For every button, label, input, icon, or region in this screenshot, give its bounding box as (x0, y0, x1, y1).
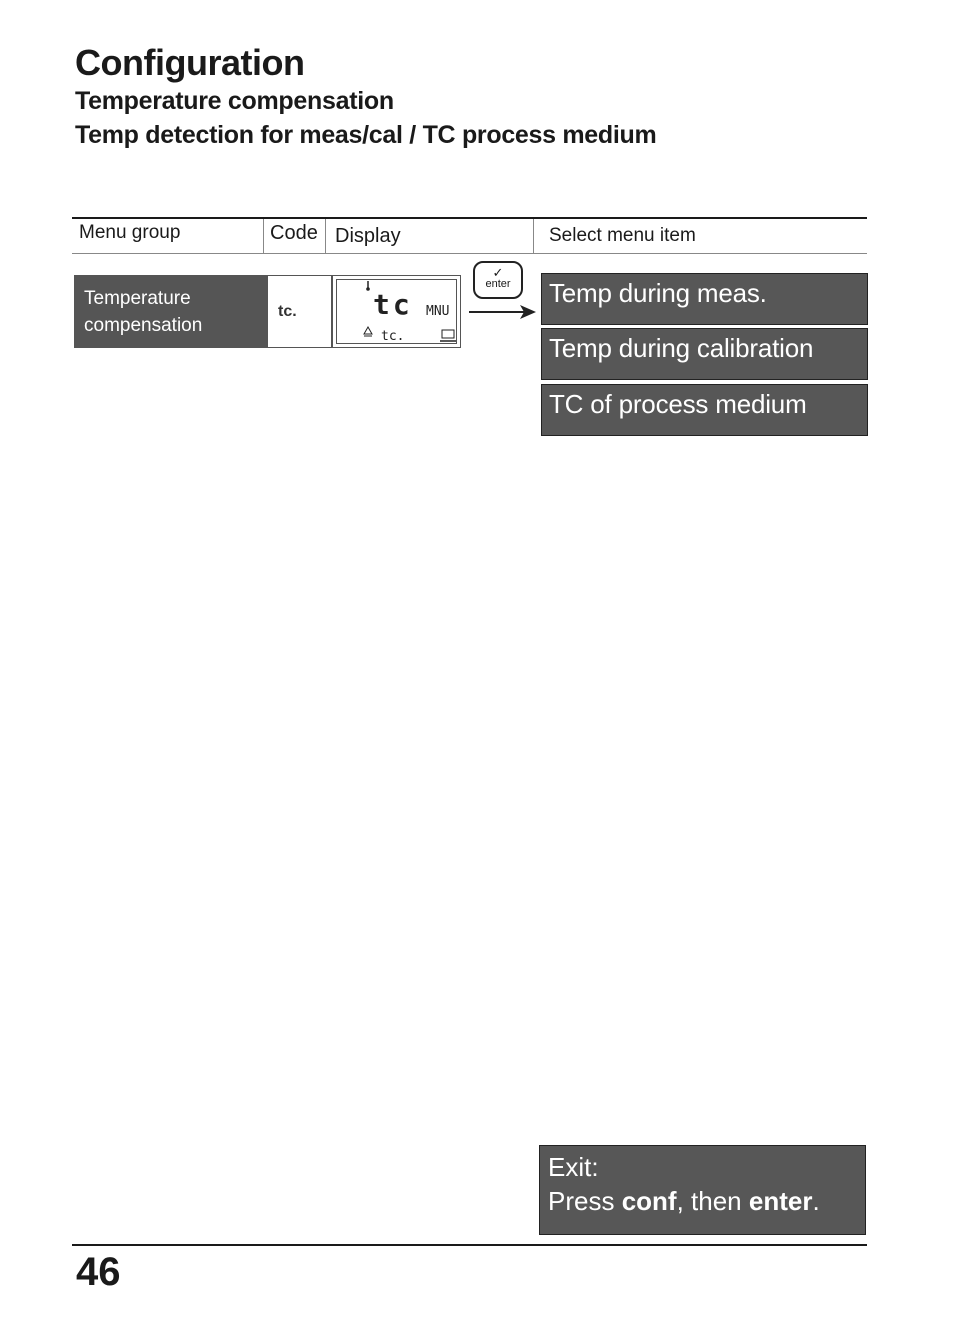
lcd-screen (337, 280, 458, 345)
column-header-menu-group: Menu group (79, 222, 181, 243)
enter-key-label: enter (485, 278, 511, 290)
menu-group-cell: Temperature compensation (74, 275, 268, 348)
column-header-code: Code (270, 222, 318, 244)
checkmark-icon: ✓ (492, 265, 504, 280)
lcd-display (332, 275, 461, 348)
code-cell: tc. (268, 275, 332, 348)
sensor-icon (364, 327, 372, 336)
menu-item-tc-process-medium: TC of process medium (541, 384, 868, 436)
status-icon (442, 330, 454, 338)
enter-key-icon (473, 261, 523, 299)
table-header-rule-bottom (72, 253, 867, 254)
menu-item-temp-during-meas: Temp during meas. (541, 273, 868, 325)
table-header-divider (263, 219, 264, 253)
arrow-right-icon (468, 302, 538, 322)
section-subtitle-detail: Temp detection for meas/cal / TC process medium (75, 121, 657, 149)
exit-label: Exit: (548, 1152, 599, 1182)
footer-rule (72, 1244, 867, 1246)
table-header-divider (325, 219, 326, 253)
exit-instructions (539, 1145, 866, 1235)
page-number: 46 (76, 1250, 121, 1294)
lcd-secondary-text: tc. (381, 329, 405, 344)
column-header-display: Display (335, 225, 401, 247)
table-header-divider (533, 219, 534, 253)
menu-item-temp-during-calibration: Temp during calibration (541, 328, 868, 380)
section-subtitle: Temperature compensation (75, 87, 394, 115)
page-title: Configuration (75, 42, 305, 83)
thermometer-icon (366, 281, 370, 291)
lcd-mode-text: MNU (426, 304, 450, 319)
column-header-select-menu-item: Select menu item (549, 225, 696, 246)
enter-key-text: enter (748, 1186, 813, 1216)
exit-instruction-line: Press conf, then enter. (548, 1186, 820, 1216)
conf-key-label: conf (621, 1186, 677, 1216)
table-header-rule-top (72, 217, 867, 219)
lcd-main-text: tc (373, 288, 413, 321)
